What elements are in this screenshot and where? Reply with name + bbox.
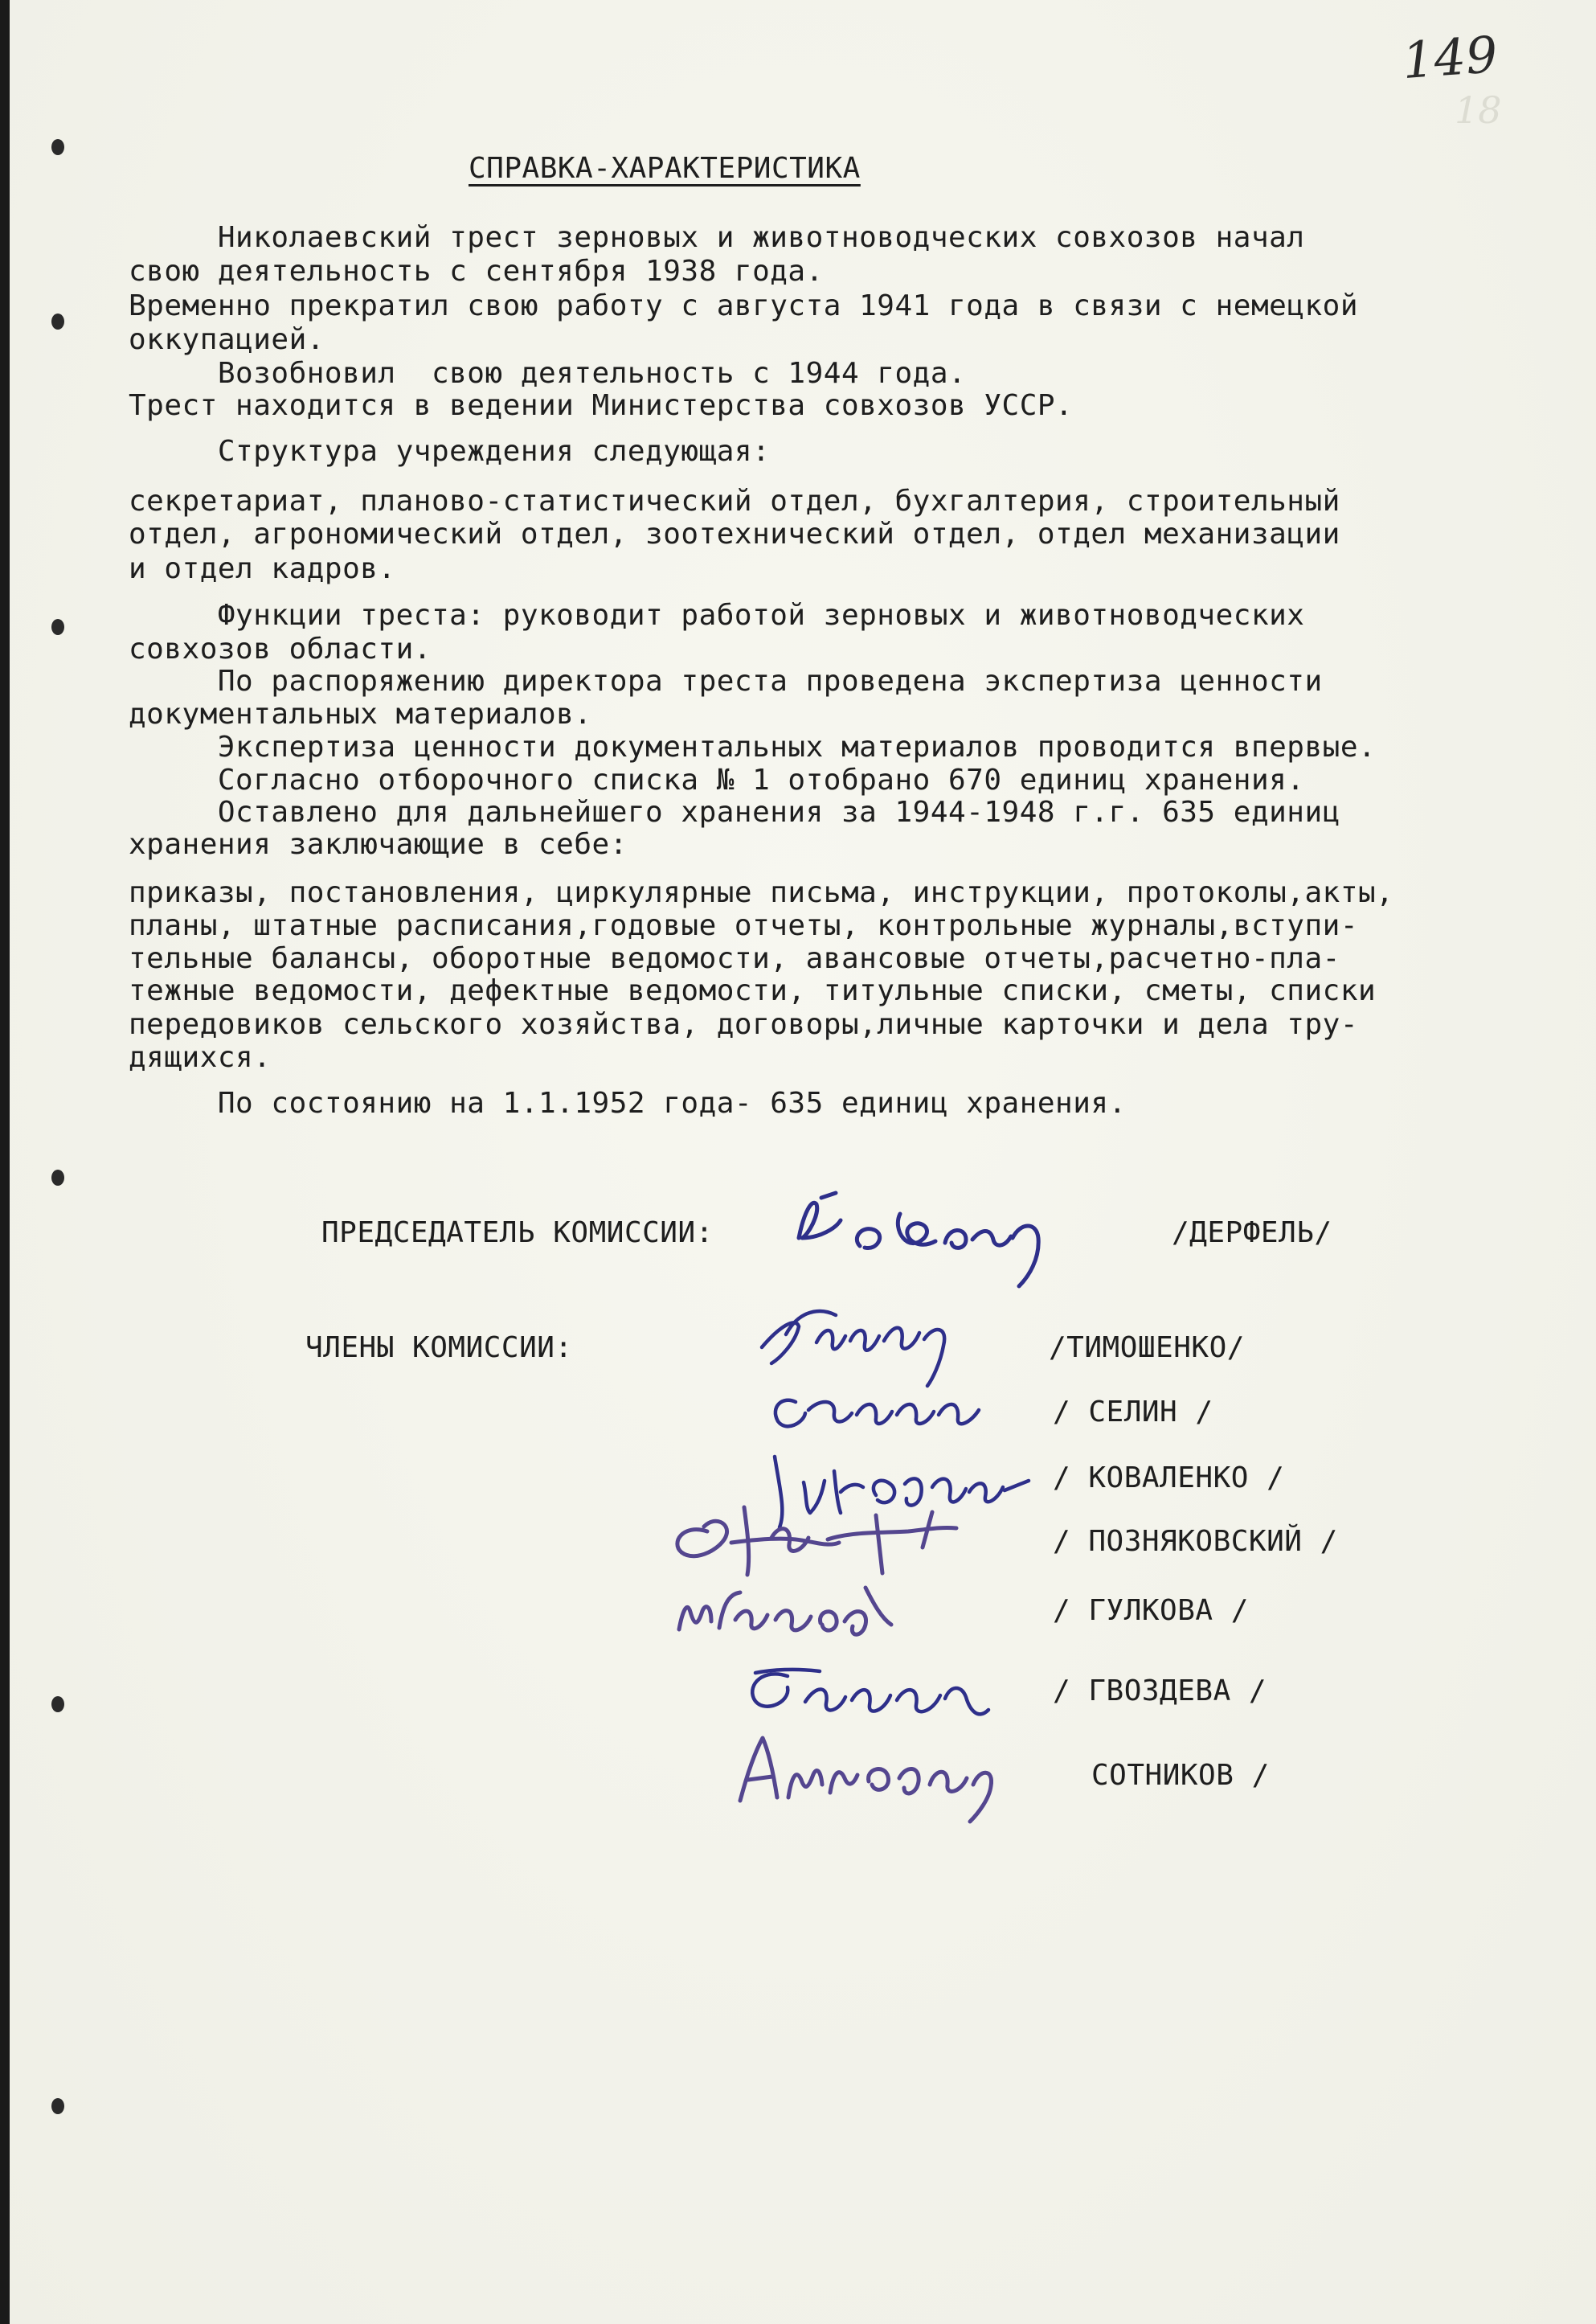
binding-hole [51,1696,64,1712]
member-name: / ГУЛКОВА / [1053,1594,1249,1627]
body-line: Функции треста: руководит работой зерновых и животноводческих [129,599,1305,632]
body-line: Николаевский трест зерновых и животноводческих совхозов начал [129,221,1305,254]
members-label: ЧЛЕНЫ КОМИССИИ: [305,1331,573,1364]
body-line: документальных материалов. [129,698,592,731]
member-name: /ТИМОШЕНКО/ [1049,1331,1245,1364]
body-line: приказы, постановления, циркулярные письма, инструкции, протоколы,акты, [129,876,1394,909]
signature-gulkova [663,1572,920,1648]
member-name: / ГВОЗДЕВА / [1053,1674,1267,1707]
body-line: Экспертиза ценности документальных материалов проводится впервые. [129,731,1377,764]
binding-hole [51,2098,64,2114]
body-line: Трест находится в ведении Министерства совхозов УССР. [129,389,1074,422]
body-line: отдел, агрономический отдел, зоотехнический отдел, отдел механизации [129,518,1340,551]
page-number-faint: 18 [1455,88,1502,132]
chairman-name: /ДЕРФЕЛЬ/ [1172,1216,1332,1249]
document-title: СПРАВКА-ХАРАКТЕРИСТИКА [469,152,861,185]
member-name: / ПОЗНЯКОВСКИЙ / [1053,1525,1338,1558]
binding-hole [51,1170,64,1186]
binding-hole [51,314,64,330]
body-line: Согласно отборочного списка № 1 отобрано 670 единиц хранения. [129,764,1305,797]
body-line: Структура учреждения следующая: [129,435,771,468]
chairman-signature [788,1182,1093,1294]
body-line: По состоянию на 1.1.1952 года- 635 единиц хранения. [129,1087,1127,1120]
body-line: секретариат, планово-статистический отдел, бухгалтерия, строительный [129,485,1340,518]
body-line: свою деятельность с сентября 1938 года. [129,255,824,288]
member-name: / КОВАЛЕНКО / [1053,1461,1285,1494]
page-number: 149 [1400,24,1500,91]
signature-selin [763,1375,1013,1447]
signature-sotnikov [727,1720,1089,1825]
signature-poznyakovsky [667,1491,972,1584]
body-line: планы, штатные расписания,годовые отчеты, контрольные журналы,вступи- [129,909,1358,942]
body-line: хранения заключающие в себе: [129,828,628,861]
body-line: передовиков сельского хозяйства, договоры,личные карточки и дела тру- [129,1008,1358,1041]
chairman-label: ПРЕДСЕДАТЕЛЬ КОМИССИИ: [321,1216,714,1249]
body-line: Временно прекратил свою работу с августа 1941 года в связи с немецкой [129,289,1358,322]
body-line: Возобновил свою деятельность с 1944 года. [129,357,967,390]
member-name: / СЕЛИН / [1053,1396,1213,1428]
body-line: Оставлено для дальнейшего хранения за 1944-1948 г.г. 635 единиц [129,796,1340,829]
body-line: дящихся. [129,1041,272,1074]
body-line: тежные ведомости, дефектные ведомости, титульные списки, сметы, списки [129,974,1377,1007]
binding-hole [51,139,64,155]
body-line: тельные балансы, оборотные ведомости, авансовые отчеты,расчетно-пла- [129,942,1340,975]
body-line: совхозов области. [129,633,432,666]
body-line: оккупацией. [129,323,325,356]
binding-edge [0,0,10,2324]
body-line: и отдел кадров. [129,552,396,585]
member-name: СОТНИКОВ / [1091,1759,1270,1792]
body-line: По распоряжению директора треста проведена экспертиза ценности [129,665,1323,698]
binding-hole [51,619,64,635]
